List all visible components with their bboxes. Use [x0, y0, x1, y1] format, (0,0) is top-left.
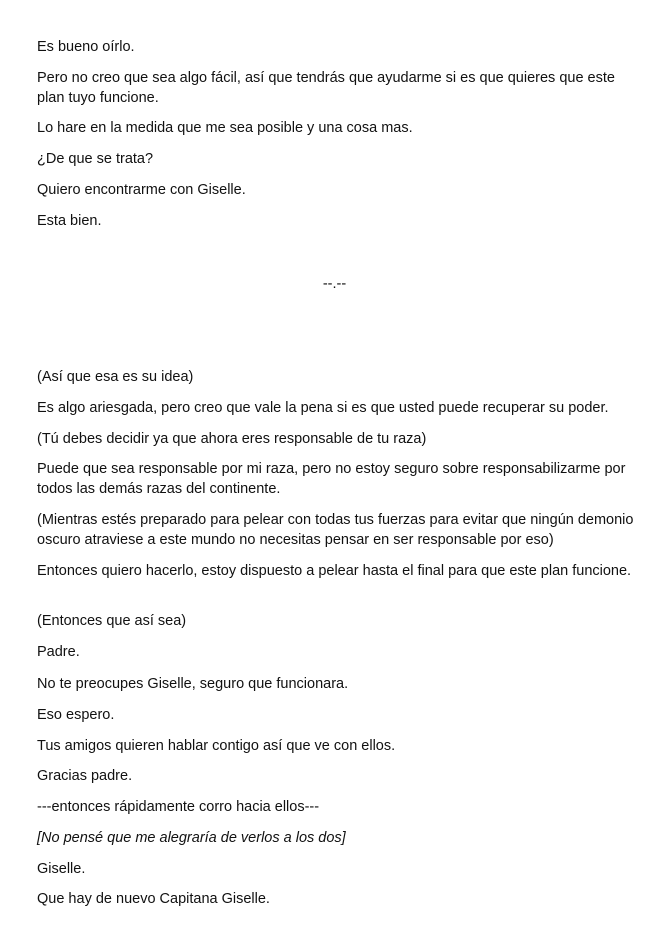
- paragraph: Es algo ariesgada, pero creo que vale la pena si es que usted puede recuperar su poder.: [37, 400, 609, 416]
- paragraph: Esta bien.: [37, 213, 102, 229]
- paragraph: Que hay de nuevo Capitana Giselle.: [37, 891, 270, 907]
- paragraph: Padre.: [37, 644, 80, 660]
- paragraph: (Así que esa es su idea): [37, 369, 194, 385]
- paragraph: ¿De que se trata?: [37, 151, 154, 167]
- paragraph: (Tú debes decidir ya que ahora eres responsable de tu raza): [37, 431, 427, 447]
- paragraph: Giselle.: [37, 861, 86, 877]
- paragraph: Eso espero.: [37, 707, 115, 723]
- paragraph: Pero no creo que sea algo fácil, así que tendrás que ayudarme si es que quieres que este plan tuyo funcione.: [37, 70, 615, 106]
- paragraph: Lo hare en la medida que me sea posible y una cosa mas.: [37, 120, 413, 136]
- paragraph: (Entonces que así sea): [37, 613, 187, 629]
- paragraph: Puede que sea responsable por mi raza, pero no estoy seguro sobre responsabilizarme por todos las demás razas del continente.: [37, 461, 626, 497]
- paragraph: Entonces quiero hacerlo, estoy dispuesto a pelear hasta el final para que este plan funcione.: [37, 563, 632, 579]
- paragraph: Tus amigos quieren hablar contigo así que ve con ellos.: [37, 738, 396, 754]
- paragraph: No te preocupes Giselle, seguro que funcionara.: [37, 676, 349, 692]
- paragraph: Quiero encontrarme con Giselle.: [37, 182, 246, 198]
- paragraph: Es bueno oírlo.: [37, 39, 135, 55]
- paragraph: (Mientras estés preparado para pelear con todas tus fuerzas para evitar que ningún demonio oscuro atraviese a este mundo no necesitas pensar en ser responsable por eso): [37, 512, 634, 548]
- paragraph: Gracias padre.: [37, 768, 133, 784]
- scene-separator: --.--: [322, 276, 347, 292]
- paragraph: ---entonces rápidamente corro hacia ellos---: [37, 799, 320, 815]
- thought-paragraph: [No pensé que me alegraría de verlos a los dos]: [37, 830, 346, 846]
